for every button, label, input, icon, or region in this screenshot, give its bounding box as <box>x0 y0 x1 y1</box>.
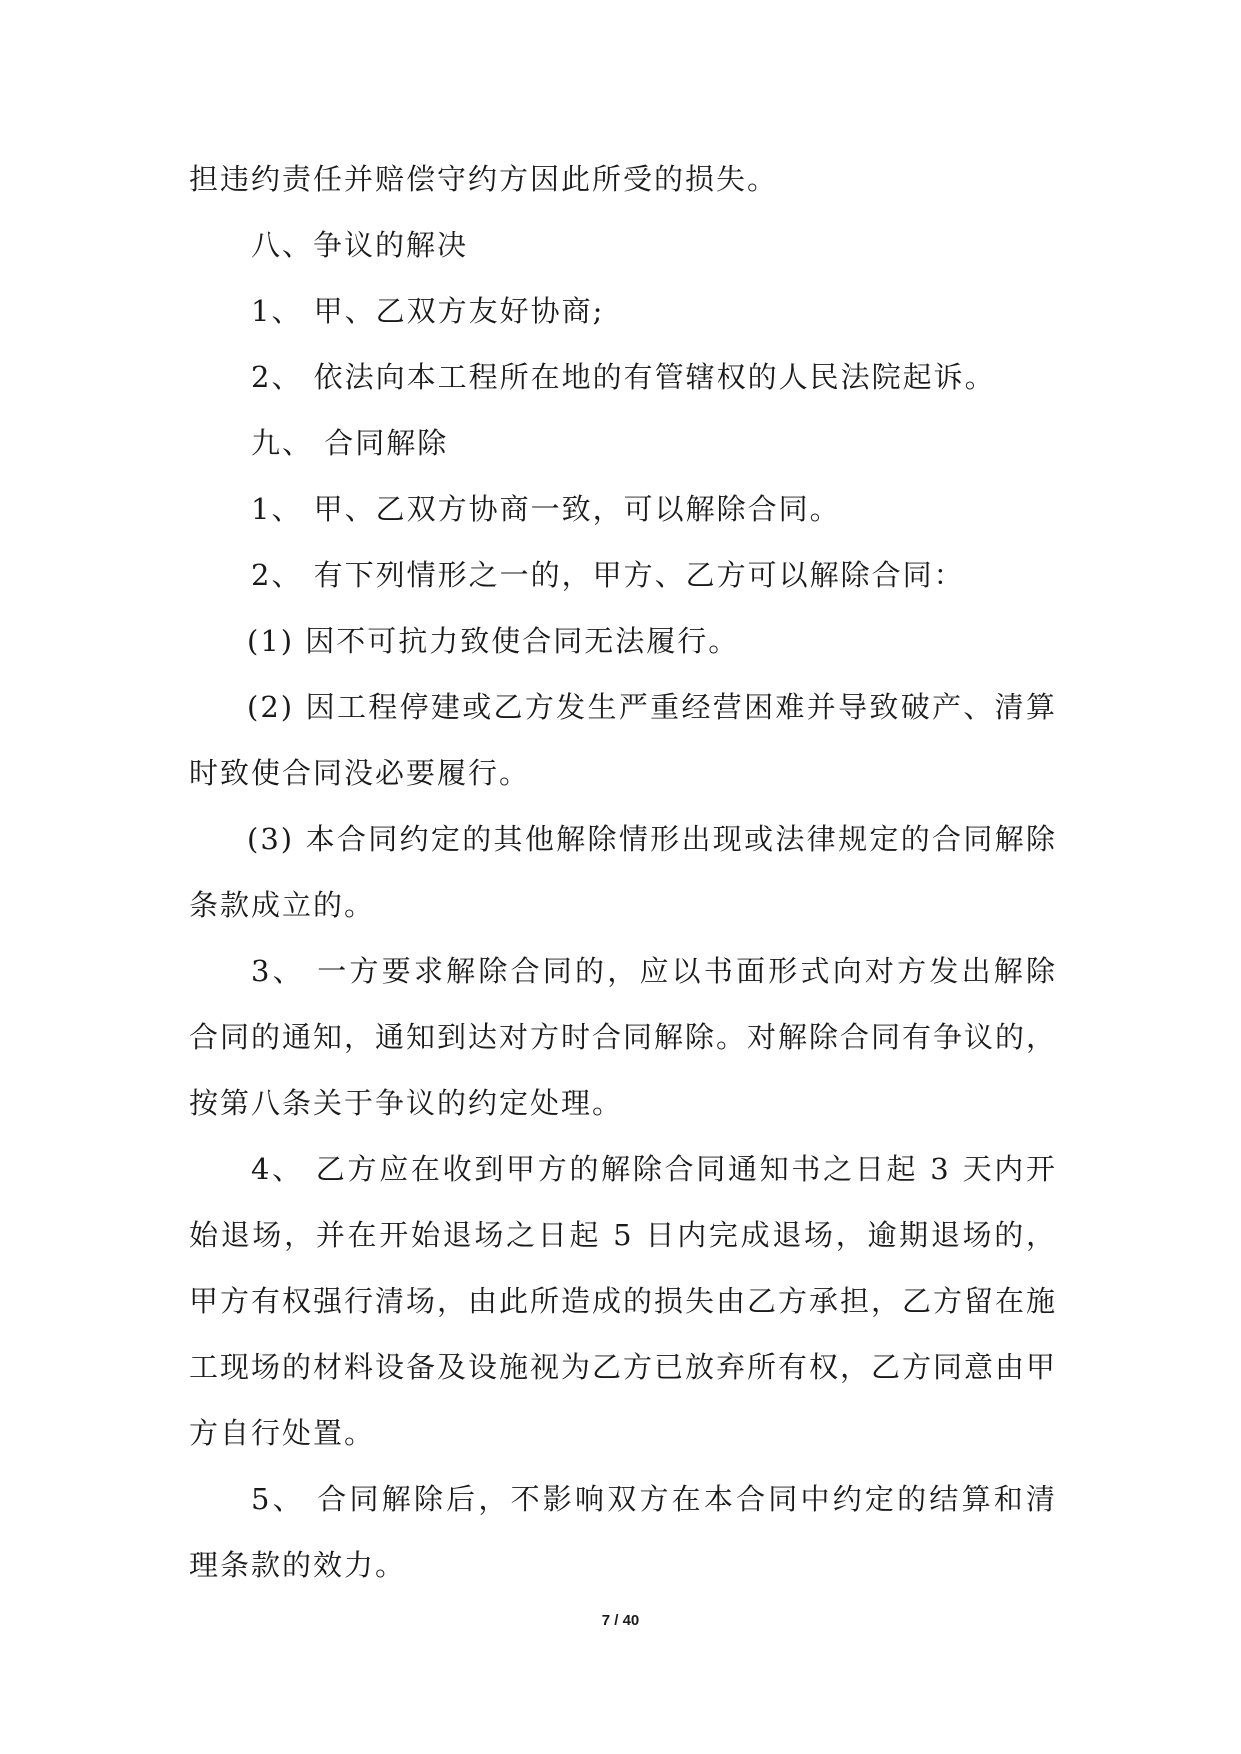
sub-clause-2: (2) 因工程停建或乙方发生严重经营困难并导致破产、清算时致使合同没必要履行。 <box>189 690 1057 790</box>
page-number: 7 / 40 <box>601 1612 640 1629</box>
clause-9-4: 4、 乙方应在收到甲方的解除合同通知书之日起 3 天内开始退场，并在开始退场之日起 5 日内完成退场，逾期退场的，甲方有权强行清场，由此所造成的损失由乙方承担，乙方留在施工现场的材料设备及设施视为乙方已放弃所有权，乙方同意由甲方自行处置。 <box>189 1152 1058 1450</box>
clause-9-1: 1、 甲、乙双方协商一致，可以解除合同。 <box>251 492 841 526</box>
clause-9-3: 3、 一方要求解除合同的，应以书面形式向对方发出解除合同的通知，通知到达对方时合同解除。对解除合同有争议的，按第八条关于争议的约定处理。 <box>189 954 1058 1120</box>
paragraph-continuation: 担违约责任并赔偿守约方因此所受的损失。 <box>189 162 779 196</box>
clause-9-2: 2、 有下列情形之一的，甲方、乙方可以解除合同： <box>251 558 965 592</box>
clause-8-2: 2、 依法向本工程所在地的有管辖权的人民法院起诉。 <box>251 360 996 394</box>
clause-9-5: 5、 合同解除后，不影响双方在本合同中约定的结算和清理条款的效力。 <box>189 1482 1057 1582</box>
sub-clause-1: (1) 因不可抗力致使合同无法履行。 <box>247 624 740 658</box>
section-heading-contract-termination: 九、 合同解除 <box>251 426 449 460</box>
section-heading-dispute-resolution: 八、争议的解决 <box>251 228 469 262</box>
clause-8-1: 1、 甲、乙双方友好协商; <box>251 294 605 328</box>
sub-clause-3: (3) 本合同约定的其他解除情形出现或法律规定的合同解除条款成立的。 <box>189 822 1057 922</box>
document-body <box>189 146 1057 1598</box>
